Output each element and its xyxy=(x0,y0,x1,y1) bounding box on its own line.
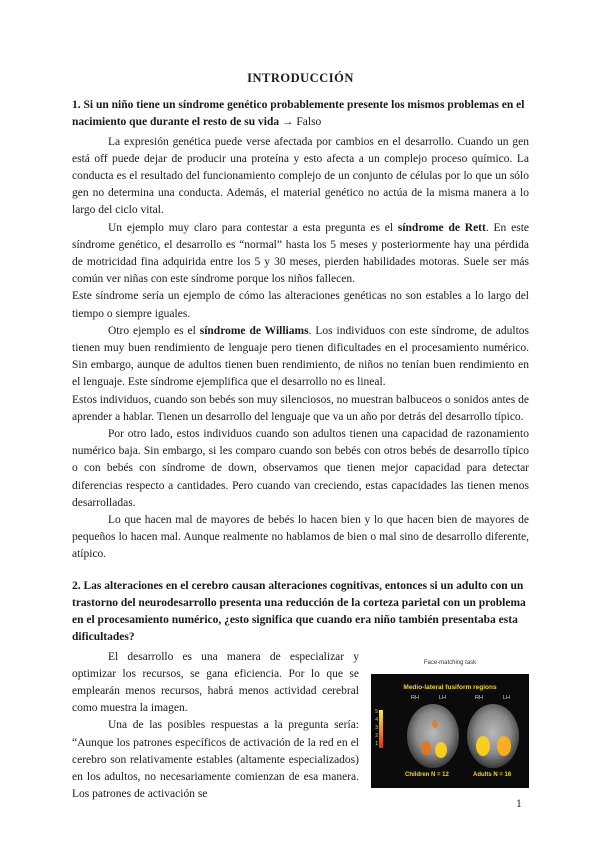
paragraph-rett-after: . En este síndrome genético, el desarrollo es “normal” hasta los 5 meses y posteriormente hay una pérdida de motricidad fina adquirida entre los 5 y 30 meses, pierden habilidades motoras. Suele ser más común ver niñas con este síndrome porque los niños fallecen. xyxy=(72,221,529,286)
question-1-text: 1. Si un niño tiene un síndrome genético probablemente presente los mismos problemas en el nacimiento que durante el resto de su vida xyxy=(72,99,525,129)
paragraph-numeric: Por otro lado, estos individuos cuando son adultos tienen una capacidad de razonamiento numérico baja. Sin embargo, si les comparo cuando son bebés con otros bebés de desarrollo típico o con bebés con síndrome de down, observamos que tienen mejor capacidad para detectar diferencias respecto a cantidades. Pero cuando van creciendo, estas capacidades las tienen menos desarrolladas. xyxy=(72,428,529,509)
figure-rh-right: RH xyxy=(475,694,483,701)
paragraph-possible-answer: Una de las posibles respuestas a la pregunta sería: “Aunque los patrones específicos de activación de la red en el cerebro son relativamente estables (altamente especializados) en los adultos, no necesariamente comienzan de esa manera. Los patrones de activación se xyxy=(72,719,359,801)
adults-brain xyxy=(467,704,519,768)
children-activation-right xyxy=(421,741,431,755)
paragraph-williams-after: . Los individuos con este síndrome, de adultos tienen muy buen rendimiento de lenguaje pero tienen dificultades en el procesamiento numérico. Sin embargo, aunque de adultos tienen buen rendimiento, de niños no tenían buen rendimiento en el lenguaje. Este síndrome ejemplifica que el desarrollo no es lineal. xyxy=(72,324,529,389)
figure-title: Medio-lateral fusiform regions xyxy=(403,683,497,691)
paragraph-rett-conclusion: Este síndrome sería un ejemplo de cómo las alteraciones genéticas no son estables a lo largo del tiempo o siempre iguales. xyxy=(72,290,529,320)
activation-scale-bar xyxy=(379,710,383,748)
children-activation-left xyxy=(435,742,447,758)
page-title: INTRODUCCIÓN xyxy=(247,71,354,85)
question-2: 2. Las alteraciones en el cerebro causan alteraciones cognitivas, entonces si un adulto con un trastorno del neurodesarrollo presenta una reducción de la corteza parietal con un problema en el procesamiento numérico, ¿esto significa que cuando era niño también presentaba esta dificultades? xyxy=(72,579,526,644)
figure-lh-left: LH xyxy=(439,694,447,701)
scale-label: 4 xyxy=(375,716,378,723)
children-activation-upper xyxy=(432,720,438,728)
paragraph-atypical: Lo que hacen mal de mayores de bebés lo hacen bien y lo que hacen bien de mayores de pequeños lo hacen mal. Aunque realmente no hablamos de bien o mal sino de desarrollo diferente, atípico. xyxy=(72,514,529,561)
figure-caption: Face-matching task xyxy=(423,659,477,666)
scale-label: 1 xyxy=(375,740,378,747)
paragraph-williams xyxy=(72,323,529,392)
paragraph-rett xyxy=(72,220,529,289)
term-williams: síndrome de Williams xyxy=(199,324,309,337)
term-rett: síndrome de Rett xyxy=(397,221,486,234)
activation-scale-labels xyxy=(372,708,378,748)
adults-activation-right xyxy=(476,736,490,756)
scale-label: 5 xyxy=(375,708,378,715)
paragraph-williams-before: Otro ejemplo es el xyxy=(108,324,200,337)
children-brain xyxy=(407,704,459,768)
figure-rh-left: RH xyxy=(411,694,419,701)
adults-activation-left xyxy=(497,736,511,756)
figure-lh-right: LH xyxy=(503,694,511,701)
scale-label: 3 xyxy=(375,724,378,731)
scale-label: 2 xyxy=(375,732,378,739)
question-1 xyxy=(72,97,529,131)
brain-figure xyxy=(371,655,529,788)
paragraph-specialization: El desarrollo es una manera de especializar y optimizar los recursos, se gana eficiencia. Por lo que se emplearán menos recursos, habrá menos actividad cerebral como muestra la imagen. xyxy=(72,650,359,715)
paragraph-rett-before: Un ejemplo muy claro para contestar a esta pregunta es el xyxy=(108,221,398,234)
page-number: 1 xyxy=(516,798,522,810)
document-page xyxy=(72,58,529,803)
question-1-answer: → Falso xyxy=(279,116,322,129)
paragraph-genetic-expression: La expresión genética puede verse afectada por cambios en el desarrollo. Cuando un gen está off puede dejar de producir una proteína y esto afecta a un complejo proceso químico. La conducta es el resultado del funcionamiento complejo de un conjunto de células por lo que un sólo gen no determina una conducta. Además, el material genético no actúa de la misma manera a lo largo del ciclo vital. xyxy=(72,135,529,217)
children-label: Children N = 12 xyxy=(405,771,449,778)
brain-image xyxy=(371,674,529,788)
adults-label: Adults N = 16 xyxy=(473,771,512,778)
paragraph-babies: Estos individuos, cuando son bebés son muy silenciosos, no muestran balbuceos o sonidos antes de aprender a hablar. Tienen un desarrollo del lenguaje que va un año por detrás del desarrollo típico. xyxy=(72,393,529,423)
